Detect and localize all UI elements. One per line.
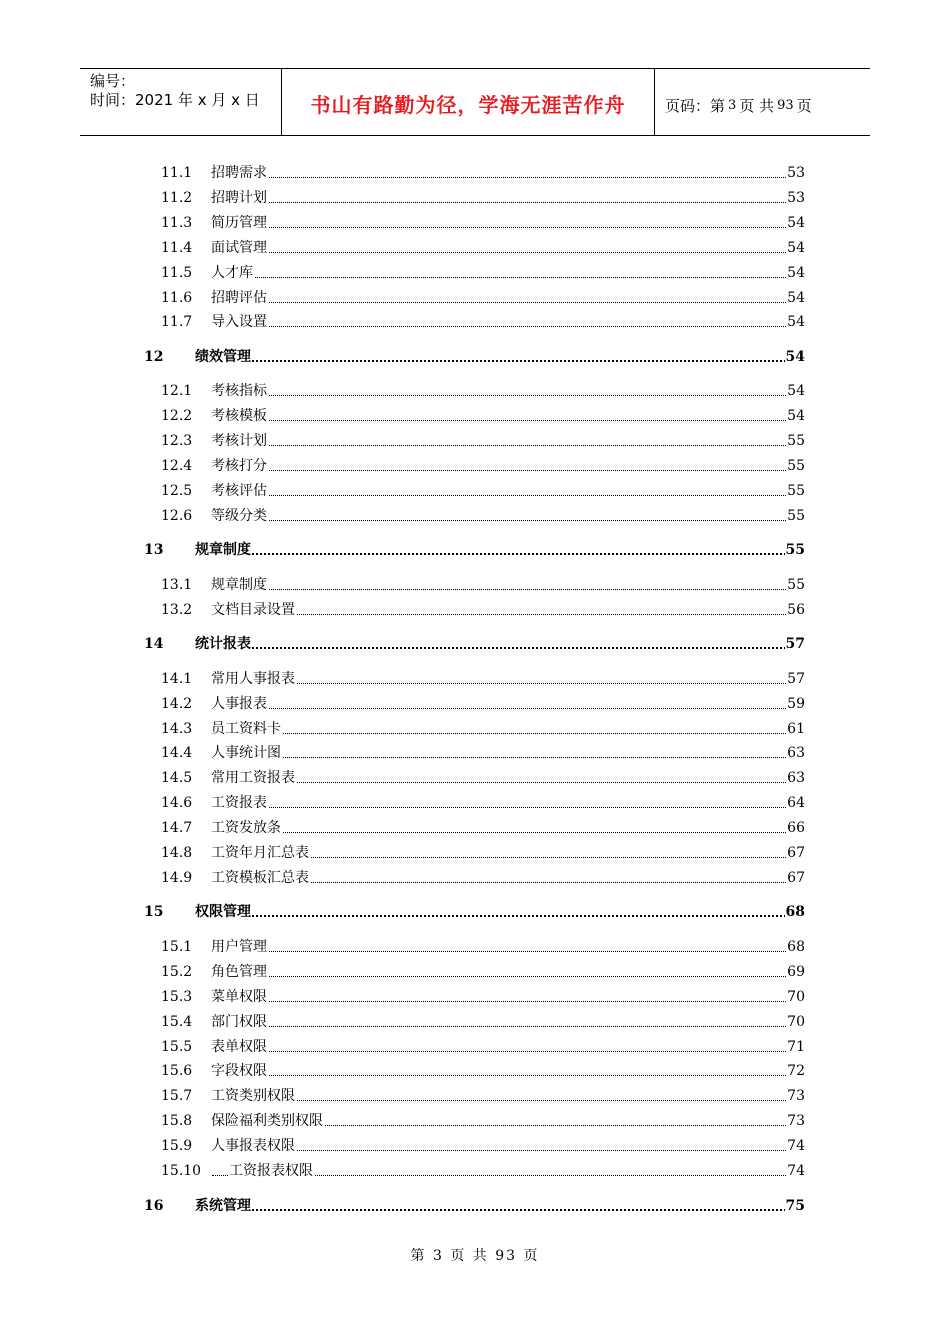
toc-number: 14.8 xyxy=(161,845,193,861)
toc-title: 文档目录设置 xyxy=(211,602,295,618)
toc-title: 系统管理 xyxy=(195,1198,251,1214)
toc-section-row[interactable] xyxy=(0,1058,950,1080)
toc-title: 工资报表权限 xyxy=(229,1163,313,1179)
toc-section-row[interactable] xyxy=(0,478,950,500)
toc-leader-dots xyxy=(212,445,790,446)
header-motto: 书山有路勤为径，学海无涯苦作舟 xyxy=(310,93,626,117)
toc-chapter-row[interactable] xyxy=(0,899,950,921)
toc-title: 权限管理 xyxy=(195,904,251,920)
toc-leader-dots xyxy=(212,757,790,758)
toc-leader-dots xyxy=(212,177,790,178)
toc-section-row[interactable] xyxy=(0,503,950,525)
toc-number: 15 xyxy=(144,904,164,920)
toc-title: 字段权限 xyxy=(211,1063,267,1079)
toc-title: 用户管理 xyxy=(211,939,267,955)
toc-number: 15.3 xyxy=(161,989,193,1005)
toc-section-row[interactable] xyxy=(0,1108,950,1130)
toc-page-number: 74 xyxy=(787,1138,805,1154)
toc-page-number: 53 xyxy=(787,190,805,206)
toc-number: 12.5 xyxy=(161,483,193,499)
toc-title: 工资年月汇总表 xyxy=(211,845,309,861)
toc-number: 15.8 xyxy=(161,1113,193,1129)
toc-number: 13 xyxy=(144,542,164,558)
toc-page-number: 54 xyxy=(787,290,805,306)
toc-section-row[interactable] xyxy=(0,403,950,425)
toc-leader-dots xyxy=(212,733,790,734)
toc-number: 15.4 xyxy=(161,1014,193,1030)
toc-title: 工资类别权限 xyxy=(211,1088,295,1104)
toc-page-number: 71 xyxy=(787,1039,805,1055)
page-footer xyxy=(0,1245,950,1265)
document-number-label: 编号： xyxy=(90,72,136,90)
toc-leader-dots xyxy=(212,708,790,709)
toc-section-row[interactable] xyxy=(0,815,950,837)
toc-number: 14.3 xyxy=(161,721,193,737)
toc-title: 规章制度 xyxy=(211,577,267,593)
toc-leader-dots xyxy=(212,683,790,684)
toc-title: 招聘计划 xyxy=(211,190,267,206)
toc-leader-dots xyxy=(212,832,790,833)
toc-section-row[interactable] xyxy=(0,235,950,257)
toc-title: 人事统计图 xyxy=(211,745,281,761)
toc-leader-dots xyxy=(196,553,790,555)
toc-number: 15.2 xyxy=(161,964,193,980)
toc-section-row[interactable] xyxy=(0,691,950,713)
toc-title: 人事报表权限 xyxy=(211,1138,295,1154)
toc-title: 导入设置 xyxy=(211,314,267,330)
toc-leader-dots xyxy=(196,647,790,649)
page-current: 3 xyxy=(728,97,737,113)
toc-leader-dots xyxy=(212,1150,790,1151)
toc-section-row[interactable] xyxy=(0,765,950,787)
toc-leader-dots xyxy=(212,1026,790,1027)
toc-leader-dots xyxy=(212,326,790,327)
toc-section-row[interactable] xyxy=(0,984,950,1006)
toc-number: 11.4 xyxy=(161,240,193,256)
toc-page-number: 73 xyxy=(787,1088,805,1104)
toc-title: 部门权限 xyxy=(211,1014,267,1030)
toc-section-row[interactable] xyxy=(0,260,950,282)
toc-title: 工资发放条 xyxy=(211,820,281,836)
toc-title: 面试管理 xyxy=(211,240,267,256)
toc-title: 常用工资报表 xyxy=(211,770,295,786)
toc-section-row[interactable] xyxy=(0,1158,950,1180)
toc-number: 15.6 xyxy=(161,1063,193,1079)
toc-section-row[interactable] xyxy=(0,285,950,307)
toc-page-number: 55 xyxy=(787,483,805,499)
toc-leader-dots xyxy=(212,1100,790,1101)
toc-number: 14.4 xyxy=(161,745,193,761)
toc-page-number: 67 xyxy=(787,845,805,861)
toc-section-row[interactable] xyxy=(0,428,950,450)
page-suffix: 页 xyxy=(796,96,812,115)
toc-number: 12.4 xyxy=(161,458,193,474)
toc-page-number: 75 xyxy=(785,1198,805,1214)
toc-section-row[interactable] xyxy=(0,210,950,232)
toc-section-row[interactable] xyxy=(0,378,950,400)
toc-section-row[interactable] xyxy=(0,959,950,981)
toc-number: 14.7 xyxy=(161,820,193,836)
toc-page-number: 67 xyxy=(787,870,805,886)
toc-section-row[interactable] xyxy=(0,1083,950,1105)
toc-title: 工资模板汇总表 xyxy=(211,870,309,886)
toc-page-number: 54 xyxy=(787,383,805,399)
toc-page-number: 70 xyxy=(787,989,805,1005)
toc-section-row[interactable] xyxy=(0,309,950,331)
toc-leader-dots xyxy=(212,420,790,421)
toc-page-number: 72 xyxy=(787,1063,805,1079)
toc-page-number: 54 xyxy=(787,240,805,256)
toc-number: 12.3 xyxy=(161,433,193,449)
toc-leader-dots xyxy=(196,360,790,362)
toc-section-row[interactable] xyxy=(0,185,950,207)
toc-number: 11.3 xyxy=(161,215,193,231)
toc-leader-dots xyxy=(212,951,790,952)
toc-leader-dots xyxy=(212,252,790,253)
toc-leader-dots xyxy=(196,915,790,917)
toc-page-number: 64 xyxy=(787,795,805,811)
page-prefix: 页码：第 xyxy=(665,96,726,115)
toc-title: 角色管理 xyxy=(211,964,267,980)
toc-section-row[interactable] xyxy=(0,666,950,688)
toc-title: 招聘评估 xyxy=(211,290,267,306)
header-meta xyxy=(80,69,282,135)
toc-number: 11.1 xyxy=(161,165,193,181)
footer-current: 3 xyxy=(432,1248,444,1264)
toc-leader-dots xyxy=(212,1051,790,1052)
toc-leader-dots xyxy=(212,277,790,278)
toc-page-number: 57 xyxy=(785,636,805,652)
toc-section-row[interactable] xyxy=(0,840,950,862)
toc-title: 考核评估 xyxy=(211,483,267,499)
toc-title: 统计报表 xyxy=(195,636,251,652)
toc-title: 保险福利类别权限 xyxy=(211,1113,323,1129)
toc-page-number: 55 xyxy=(787,433,805,449)
toc-number: 14 xyxy=(144,636,164,652)
toc-page-number: 54 xyxy=(785,349,805,365)
toc-number: 16 xyxy=(144,1198,164,1214)
header-page-info xyxy=(655,72,870,138)
toc-section-row[interactable] xyxy=(0,160,950,182)
toc-section-row[interactable] xyxy=(0,865,950,887)
toc-section-row[interactable] xyxy=(0,1133,950,1155)
toc-number: 11.7 xyxy=(161,314,193,330)
toc-section-row[interactable] xyxy=(0,572,950,594)
toc-chapter-row[interactable] xyxy=(0,344,950,366)
toc-number: 15.1 xyxy=(161,939,193,955)
header-motto-cell xyxy=(282,69,655,135)
toc-leader-dots xyxy=(212,202,790,203)
toc-page-number: 73 xyxy=(787,1113,805,1129)
toc-number: 14.2 xyxy=(161,696,193,712)
toc-section-row[interactable] xyxy=(0,716,950,738)
toc-number: 12.2 xyxy=(161,408,193,424)
toc-section-row[interactable] xyxy=(0,1034,950,1056)
toc-page-number: 63 xyxy=(787,745,805,761)
toc-chapter-row[interactable] xyxy=(0,1193,950,1215)
page-total: 93 xyxy=(777,97,794,113)
toc-leader-dots xyxy=(212,395,790,396)
toc-page-number: 66 xyxy=(787,820,805,836)
toc-leader-dots xyxy=(212,782,790,783)
toc-page-number: 55 xyxy=(787,577,805,593)
toc-title: 绩效管理 xyxy=(195,349,251,365)
toc-title: 考核计划 xyxy=(211,433,267,449)
toc-leader-dots xyxy=(212,1075,790,1076)
footer-mid: 页 共 xyxy=(450,1248,489,1264)
toc-title: 等级分类 xyxy=(211,508,267,524)
toc-page-number: 54 xyxy=(787,314,805,330)
toc-section-row[interactable] xyxy=(0,453,950,475)
toc-page-number: 54 xyxy=(787,408,805,424)
document-time-label: 时间：2021 年 x 月 x 日 xyxy=(90,91,260,109)
toc-title: 简历管理 xyxy=(211,215,267,231)
toc-page-number: 61 xyxy=(787,721,805,737)
toc-title: 工资报表 xyxy=(211,795,267,811)
footer-total: 93 xyxy=(495,1248,518,1264)
page-header xyxy=(80,68,870,136)
toc-number: 12.6 xyxy=(161,508,193,524)
toc-page-number: 55 xyxy=(787,508,805,524)
toc-number: 15.9 xyxy=(161,1138,193,1154)
toc-number: 15.5 xyxy=(161,1039,193,1055)
toc-number: 14.1 xyxy=(161,671,193,687)
toc-page-number: 70 xyxy=(787,1014,805,1030)
toc-page-number: 55 xyxy=(785,542,805,558)
toc-page-number: 68 xyxy=(787,939,805,955)
toc-number: 15.7 xyxy=(161,1088,193,1104)
page-mid: 页 共 xyxy=(739,96,775,115)
toc-number: 11.2 xyxy=(161,190,193,206)
footer-prefix: 第 xyxy=(410,1248,427,1264)
toc-title: 考核指标 xyxy=(211,383,267,399)
toc-leader-dots xyxy=(212,589,790,590)
toc-leader-dots xyxy=(196,1209,790,1211)
toc-page-number: 68 xyxy=(785,904,805,920)
toc-section-row[interactable] xyxy=(0,790,950,812)
toc-number: 13.1 xyxy=(161,577,193,593)
toc-title: 考核打分 xyxy=(211,458,267,474)
toc-leader-dots xyxy=(212,976,790,977)
toc-page-number: 57 xyxy=(787,671,805,687)
toc-page-number: 53 xyxy=(787,165,805,181)
toc-title: 规章制度 xyxy=(195,542,251,558)
toc-title: 人事报表 xyxy=(211,696,267,712)
toc-number: 13.2 xyxy=(161,602,193,618)
toc-title: 考核模板 xyxy=(211,408,267,424)
toc-chapter-row[interactable] xyxy=(0,631,950,653)
toc-number: 14.5 xyxy=(161,770,193,786)
toc-page-number: 56 xyxy=(787,602,805,618)
toc-page-number: 54 xyxy=(787,215,805,231)
toc-leader-dots xyxy=(212,495,790,496)
toc-number: 14.6 xyxy=(161,795,193,811)
toc-section-row[interactable] xyxy=(0,934,950,956)
toc-title: 招聘需求 xyxy=(211,165,267,181)
toc-page-number: 74 xyxy=(787,1163,805,1179)
toc-number: 15.10 xyxy=(161,1163,202,1179)
toc-number: 12 xyxy=(144,349,164,365)
toc-title: 表单权限 xyxy=(211,1039,267,1055)
toc-page-number: 69 xyxy=(787,964,805,980)
toc-leader-dots xyxy=(212,227,790,228)
toc-number: 11.5 xyxy=(161,265,193,281)
toc-page-number: 59 xyxy=(787,696,805,712)
toc-page-number: 55 xyxy=(787,458,805,474)
toc-leader-dots xyxy=(212,614,790,615)
footer-suffix: 页 xyxy=(523,1248,540,1264)
toc-section-row[interactable] xyxy=(0,1009,950,1031)
toc-number: 11.6 xyxy=(161,290,193,306)
toc-title: 人才库 xyxy=(211,265,253,281)
toc-title: 员工资料卡 xyxy=(211,721,281,737)
toc-section-row[interactable] xyxy=(0,597,950,619)
toc-title: 菜单权限 xyxy=(211,989,267,1005)
toc-page-number: 54 xyxy=(787,265,805,281)
toc-leader-dots xyxy=(212,1001,790,1002)
toc-chapter-row[interactable] xyxy=(0,537,950,559)
toc-leader-dots xyxy=(212,302,790,303)
toc-leader-dots xyxy=(212,520,790,521)
toc-leader-dots xyxy=(212,470,790,471)
toc-title: 常用人事报表 xyxy=(211,671,295,687)
toc-page-number: 63 xyxy=(787,770,805,786)
toc-number: 12.1 xyxy=(161,383,193,399)
toc-number: 14.9 xyxy=(161,870,193,886)
toc-section-row[interactable] xyxy=(0,740,950,762)
toc-leader-dots xyxy=(212,807,790,808)
